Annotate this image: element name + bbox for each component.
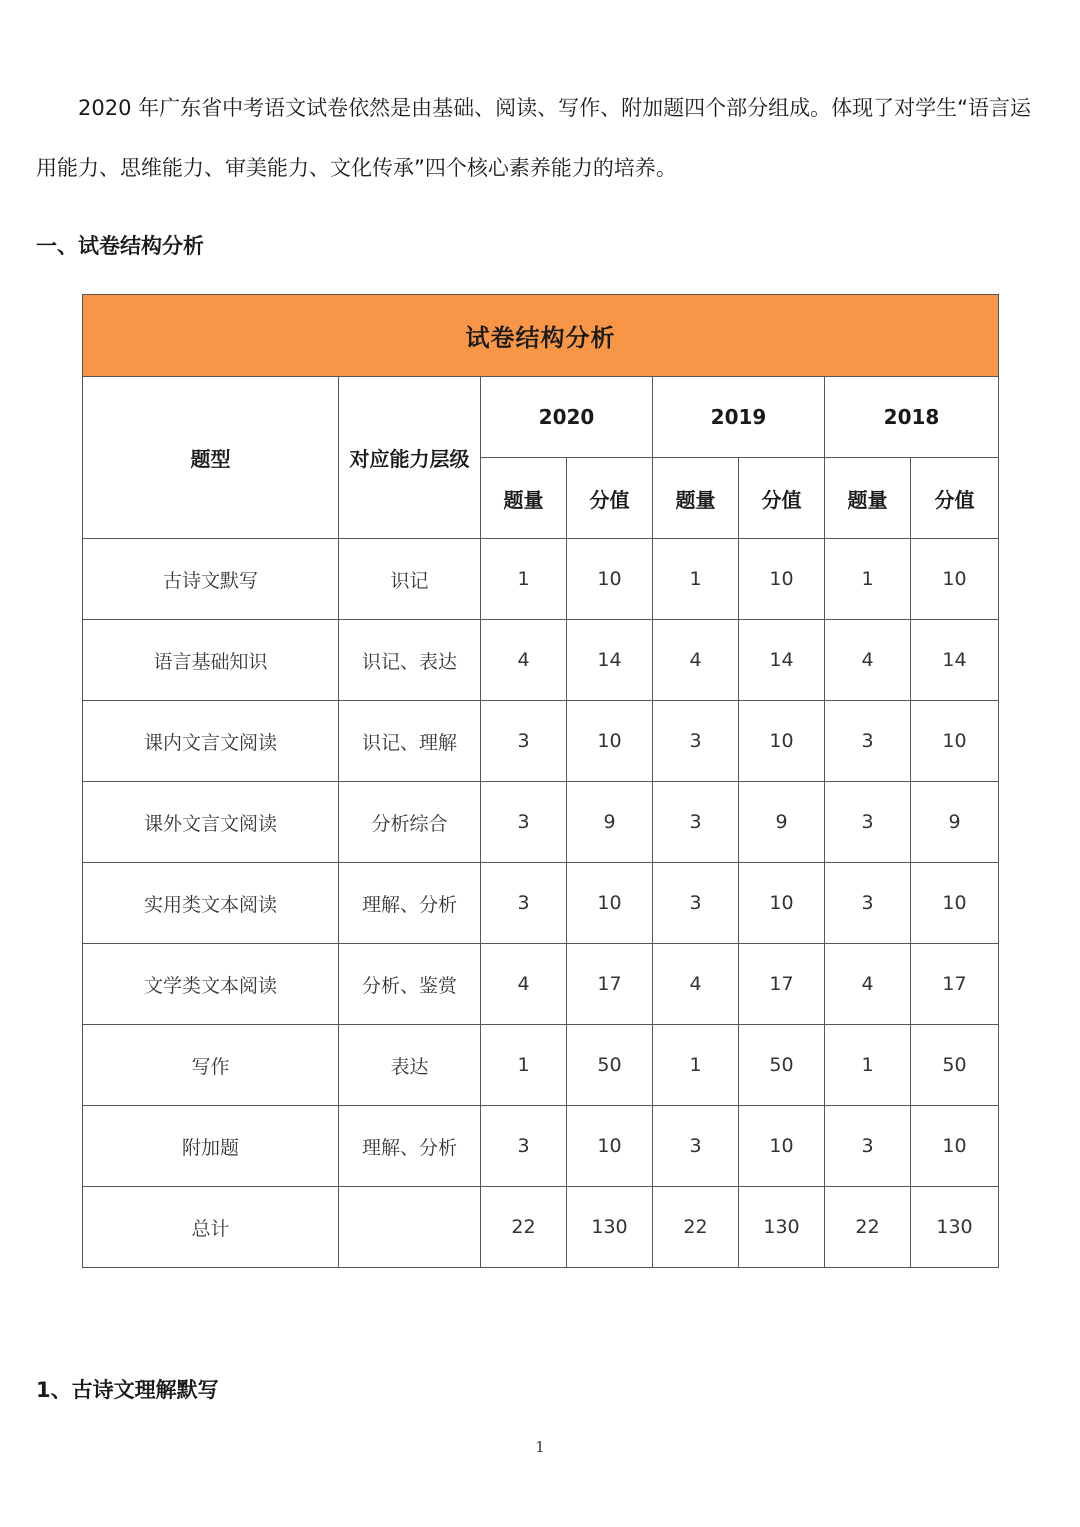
cell-ability: 理解、分析 [339, 1106, 481, 1187]
cell-score: 9 [567, 782, 653, 863]
cell-score: 10 [739, 539, 825, 620]
cell-count: 3 [481, 782, 567, 863]
cell-score: 17 [567, 944, 653, 1025]
cell-score: 130 [911, 1187, 999, 1268]
cell-score: 10 [567, 539, 653, 620]
cell-score: 14 [739, 620, 825, 701]
table-row [83, 944, 999, 1025]
cell-count: 4 [825, 944, 911, 1025]
cell-type: 实用类文本阅读 [83, 863, 339, 944]
cell-score: 10 [911, 539, 999, 620]
cell-score: 10 [739, 1106, 825, 1187]
cell-score: 10 [739, 863, 825, 944]
table-row [83, 1106, 999, 1187]
cell-score: 10 [739, 701, 825, 782]
cell-type: 课外文言文阅读 [83, 782, 339, 863]
table-body [83, 539, 999, 1268]
cell-type: 附加题 [83, 1106, 339, 1187]
cell-score: 50 [567, 1025, 653, 1106]
cell-score: 10 [911, 701, 999, 782]
cell-score: 9 [911, 782, 999, 863]
cell-score: 9 [739, 782, 825, 863]
page-number: 1 [535, 1438, 545, 1456]
cell-count: 3 [825, 782, 911, 863]
table-row [83, 1187, 999, 1268]
cell-type: 文学类文本阅读 [83, 944, 339, 1025]
cell-score: 10 [567, 701, 653, 782]
header-type: 题型 [83, 377, 339, 539]
cell-count: 4 [481, 620, 567, 701]
cell-score: 14 [567, 620, 653, 701]
header-score: 分值 [911, 458, 999, 539]
intro-paragraph: 2020 年广东省中考语文试卷依然是由基础、阅读、写作、附加题四个部分组成。体现了对学生“语言运用能力、思维能力、审美能力、文化传承”四个核心素养能力的培养。 [36, 96, 1031, 180]
cell-count: 3 [653, 1106, 739, 1187]
table-row [83, 620, 999, 701]
header-year-2018: 2018 [825, 377, 999, 458]
cell-count: 3 [481, 1106, 567, 1187]
cell-score: 17 [911, 944, 999, 1025]
cell-type: 语言基础知识 [83, 620, 339, 701]
table-row [83, 782, 999, 863]
cell-count: 3 [653, 782, 739, 863]
cell-score: 10 [567, 863, 653, 944]
cell-count: 4 [653, 620, 739, 701]
cell-ability [339, 1187, 481, 1268]
cell-count: 3 [825, 701, 911, 782]
cell-score: 14 [911, 620, 999, 701]
cell-count: 1 [825, 1025, 911, 1106]
cell-count: 1 [481, 1025, 567, 1106]
cell-score: 50 [911, 1025, 999, 1106]
cell-ability: 识记、表达 [339, 620, 481, 701]
cell-count: 3 [825, 863, 911, 944]
cell-ability: 理解、分析 [339, 863, 481, 944]
header-count: 题量 [481, 458, 567, 539]
cell-count: 22 [825, 1187, 911, 1268]
header-year-2020: 2020 [481, 377, 653, 458]
cell-count: 1 [481, 539, 567, 620]
cell-count: 4 [825, 620, 911, 701]
table-row [83, 539, 999, 620]
header-year-2019: 2019 [653, 377, 825, 458]
cell-count: 22 [653, 1187, 739, 1268]
header-count: 题量 [825, 458, 911, 539]
cell-count: 22 [481, 1187, 567, 1268]
cell-score: 10 [567, 1106, 653, 1187]
cell-type: 课内文言文阅读 [83, 701, 339, 782]
subsection-heading: 1、古诗文理解默写 [36, 1378, 219, 1402]
cell-type: 总计 [83, 1187, 339, 1268]
table-title: 试卷结构分析 [83, 295, 999, 377]
section-heading: 一、试卷结构分析 [36, 234, 204, 258]
cell-score: 130 [567, 1187, 653, 1268]
cell-ability: 分析、鉴赏 [339, 944, 481, 1025]
cell-score: 50 [739, 1025, 825, 1106]
cell-score: 17 [739, 944, 825, 1025]
table-row [83, 863, 999, 944]
cell-type: 古诗文默写 [83, 539, 339, 620]
cell-count: 1 [653, 1025, 739, 1106]
cell-score: 10 [911, 863, 999, 944]
cell-ability: 识记 [339, 539, 481, 620]
cell-ability: 分析综合 [339, 782, 481, 863]
cell-count: 3 [481, 863, 567, 944]
cell-ability: 识记、理解 [339, 701, 481, 782]
structure-table [82, 294, 999, 1268]
cell-count: 1 [653, 539, 739, 620]
table-row [83, 1025, 999, 1106]
cell-count: 3 [653, 863, 739, 944]
cell-count: 3 [481, 701, 567, 782]
header-count: 题量 [653, 458, 739, 539]
cell-score: 130 [739, 1187, 825, 1268]
cell-ability: 表达 [339, 1025, 481, 1106]
table-row [83, 701, 999, 782]
header-score: 分值 [567, 458, 653, 539]
cell-count: 1 [825, 539, 911, 620]
cell-count: 4 [653, 944, 739, 1025]
cell-score: 10 [911, 1106, 999, 1187]
cell-type: 写作 [83, 1025, 339, 1106]
header-ability: 对应能力层级 [339, 377, 481, 539]
cell-count: 4 [481, 944, 567, 1025]
header-score: 分值 [739, 458, 825, 539]
cell-count: 3 [825, 1106, 911, 1187]
cell-count: 3 [653, 701, 739, 782]
